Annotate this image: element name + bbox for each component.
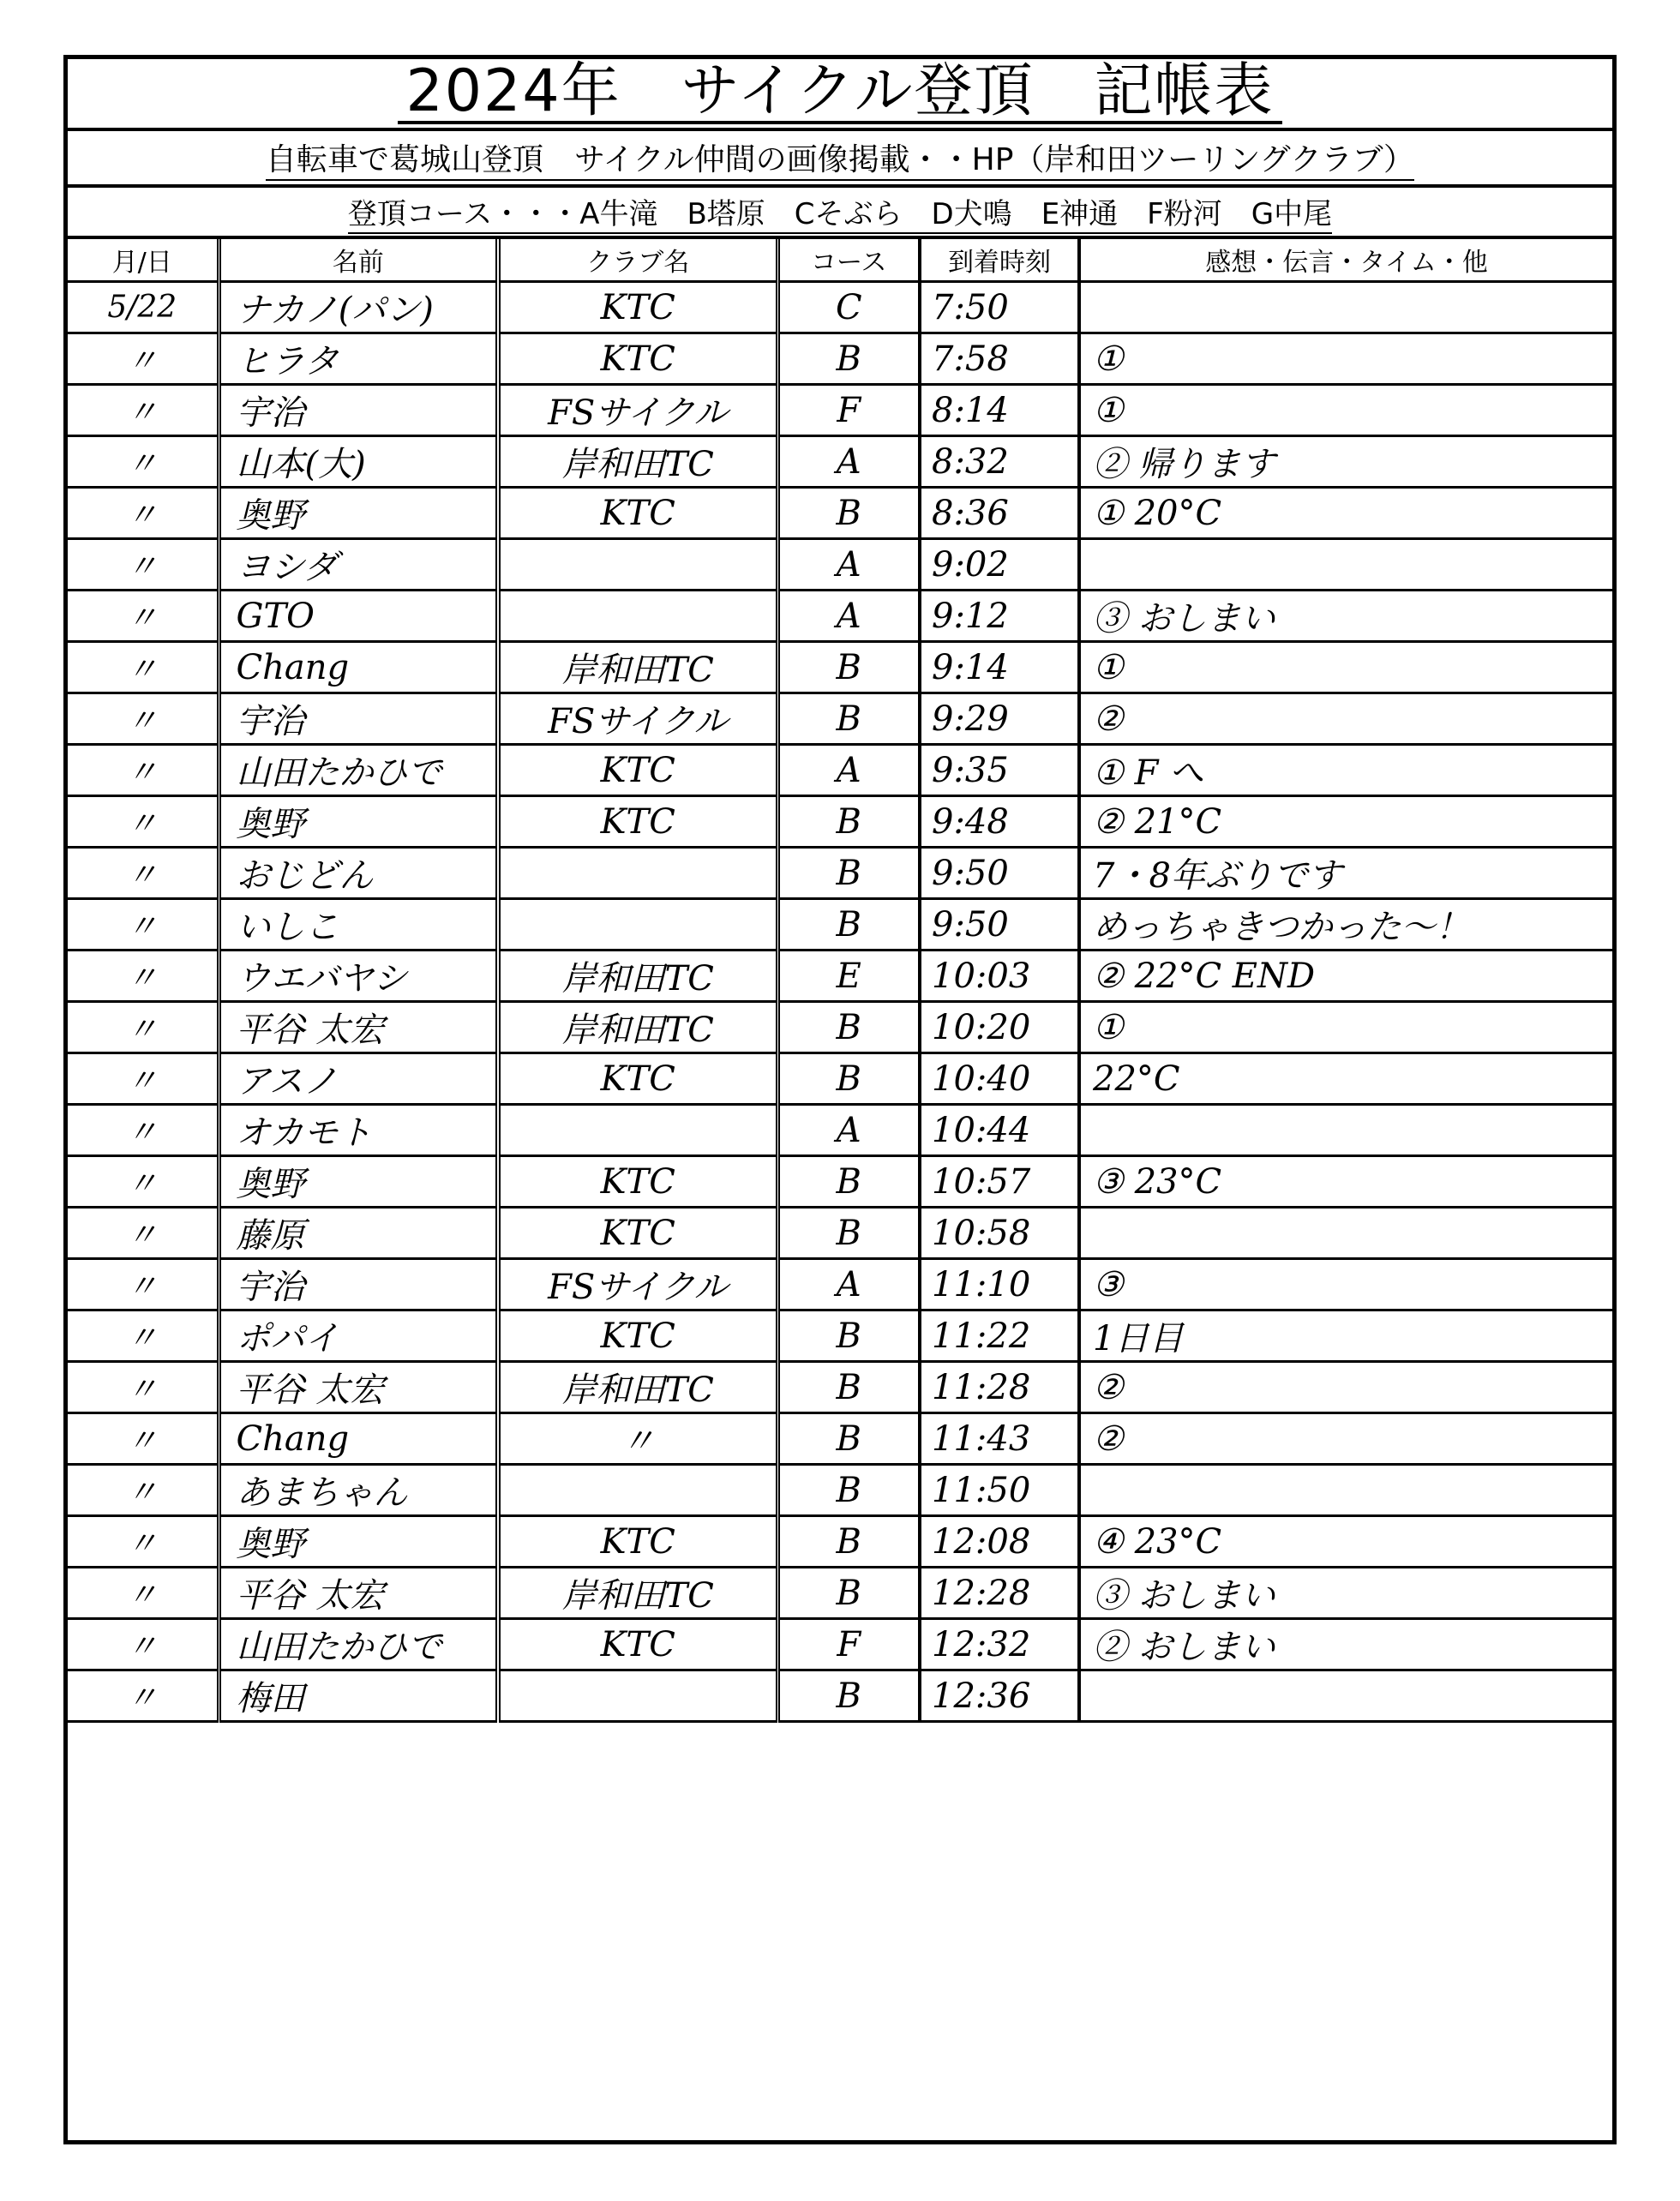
table-row (68, 282, 1612, 333)
table-row (68, 1156, 1612, 1208)
cell-name: 山田たかひで (219, 745, 498, 796)
cell-time: 10:44 (920, 1105, 1079, 1156)
cell-course: E (777, 951, 920, 1002)
cell-course: B (777, 1516, 920, 1568)
cell-course: B (777, 1156, 920, 1208)
cell-club: KTC (498, 1053, 777, 1105)
table-row (68, 1568, 1612, 1619)
cell-course: B (777, 1568, 920, 1619)
cell-time: 12:32 (920, 1619, 1079, 1670)
cell-course: B (777, 1310, 920, 1362)
cell-time: 10:20 (920, 1002, 1079, 1053)
cell-date: 〃 (68, 1053, 219, 1105)
cell-club (498, 539, 777, 591)
cell-club: KTC (498, 745, 777, 796)
cell-course: C (777, 282, 920, 333)
table-row (68, 591, 1612, 642)
cell-time: 8:14 (920, 385, 1079, 436)
cell-course: A (777, 591, 920, 642)
cell-time: 10:58 (920, 1208, 1079, 1259)
cell-time: 9:48 (920, 796, 1079, 848)
cell-club (498, 1465, 777, 1516)
cell-date: 〃 (68, 591, 219, 642)
cell-club: 岸和田TC (498, 1362, 777, 1413)
cell-course: B (777, 1208, 920, 1259)
table-row (68, 1208, 1612, 1259)
log-rows (68, 282, 1612, 1722)
cell-course: B (777, 1002, 920, 1053)
table-row (68, 642, 1612, 693)
table-row (68, 1619, 1612, 1670)
cell-date: 〃 (68, 848, 219, 899)
log-table (68, 239, 1612, 1723)
table-row (68, 333, 1612, 385)
cell-date: 〃 (68, 488, 219, 539)
table-row (68, 1413, 1612, 1465)
header-time: 到着時刻 (920, 239, 1079, 282)
header-name: 名前 (219, 239, 498, 282)
cell-club: 岸和田TC (498, 642, 777, 693)
cell-name: ポパイ (219, 1310, 498, 1362)
cell-note: 7・8年ぶりです (1079, 848, 1612, 899)
cell-note: ② 22°C END (1079, 951, 1612, 1002)
cell-time: 9:50 (920, 848, 1079, 899)
header-row (68, 239, 1612, 282)
cell-date: 〃 (68, 1310, 219, 1362)
cell-time: 11:28 (920, 1362, 1079, 1413)
table-row (68, 436, 1612, 488)
cell-date: 〃 (68, 693, 219, 745)
cell-note: ① (1079, 385, 1612, 436)
cell-club: FSサイクル (498, 693, 777, 745)
cell-course: A (777, 539, 920, 591)
cell-name: あまちゃん (219, 1465, 498, 1516)
cell-club: KTC (498, 796, 777, 848)
cell-name: 奥野 (219, 796, 498, 848)
cell-date: 〃 (68, 1002, 219, 1053)
table-row (68, 539, 1612, 591)
cell-course: A (777, 745, 920, 796)
cell-note: ④ 23°C (1079, 1516, 1612, 1568)
table-row (68, 1310, 1612, 1362)
cell-time: 9:12 (920, 591, 1079, 642)
cell-name: オカモト (219, 1105, 498, 1156)
cell-course: B (777, 1413, 920, 1465)
cell-name: 藤原 (219, 1208, 498, 1259)
table-row (68, 1670, 1612, 1722)
cell-club: KTC (498, 333, 777, 385)
cell-date: 〃 (68, 642, 219, 693)
cell-date: 〃 (68, 1670, 219, 1722)
table-row (68, 1465, 1612, 1516)
cell-club (498, 1670, 777, 1722)
cell-date: 〃 (68, 1568, 219, 1619)
table-row (68, 1362, 1612, 1413)
cell-note: ② 21°C (1079, 796, 1612, 848)
cell-date: 〃 (68, 333, 219, 385)
table-row (68, 488, 1612, 539)
cell-note (1079, 1465, 1612, 1516)
cell-club: 岸和田TC (498, 1002, 777, 1053)
cell-name: Chang (219, 642, 498, 693)
course-legend-text: 登頂コース・・・A牛滝 B塔原 Cそぶら D犬鳴 E神通 F粉河 G中尾 (348, 190, 1332, 234)
cell-note: ③ おしまい (1079, 1568, 1612, 1619)
cell-course: F (777, 385, 920, 436)
cell-date: 〃 (68, 1413, 219, 1465)
cell-name: 山田たかひで (219, 1619, 498, 1670)
cell-course: B (777, 899, 920, 951)
cell-time: 9:02 (920, 539, 1079, 591)
cell-course: B (777, 1670, 920, 1722)
table-row (68, 951, 1612, 1002)
cell-note: 1日目 (1079, 1310, 1612, 1362)
cell-course: B (777, 796, 920, 848)
cell-time: 7:50 (920, 282, 1079, 333)
sheet-title-text: 2024年 サイクル登頂 記帳表 (398, 63, 1283, 124)
cell-note: ① (1079, 1002, 1612, 1053)
table-row (68, 1002, 1612, 1053)
cell-club: KTC (498, 488, 777, 539)
table-row (68, 796, 1612, 848)
cell-name: 平谷 太宏 (219, 1362, 498, 1413)
cell-note (1079, 1208, 1612, 1259)
cell-note: ② (1079, 1413, 1612, 1465)
cell-note: ② (1079, 693, 1612, 745)
cell-time: 12:28 (920, 1568, 1079, 1619)
cell-note: ③ おしまい (1079, 591, 1612, 642)
cell-date: 〃 (68, 539, 219, 591)
cell-time: 11:10 (920, 1259, 1079, 1310)
table-row (68, 1259, 1612, 1310)
cell-date: 〃 (68, 1362, 219, 1413)
cell-time: 10:40 (920, 1053, 1079, 1105)
cell-note: ② 帰ります (1079, 436, 1612, 488)
cell-course: A (777, 1105, 920, 1156)
table-row (68, 1516, 1612, 1568)
cell-note (1079, 1105, 1612, 1156)
cell-note: ③ (1079, 1259, 1612, 1310)
cell-time: 9:35 (920, 745, 1079, 796)
cell-club: KTC (498, 1619, 777, 1670)
cell-club (498, 899, 777, 951)
cell-name: おじどん (219, 848, 498, 899)
cell-time: 10:03 (920, 951, 1079, 1002)
cell-time: 11:22 (920, 1310, 1079, 1362)
cell-time: 10:57 (920, 1156, 1079, 1208)
cell-note (1079, 539, 1612, 591)
cell-note: めっちゃきつかった〜！ (1079, 899, 1612, 951)
cell-club: KTC (498, 282, 777, 333)
cell-note (1079, 282, 1612, 333)
table-row (68, 848, 1612, 899)
cell-date: 〃 (68, 385, 219, 436)
cell-note: ② (1079, 1362, 1612, 1413)
cell-club: KTC (498, 1516, 777, 1568)
cell-date: 〃 (68, 1259, 219, 1310)
cell-time: 11:50 (920, 1465, 1079, 1516)
cell-course: B (777, 1465, 920, 1516)
cell-name: アスノ (219, 1053, 498, 1105)
cell-note (1079, 1670, 1612, 1722)
cell-name: 宇治 (219, 1259, 498, 1310)
cell-name: 宇治 (219, 693, 498, 745)
cell-course: B (777, 1362, 920, 1413)
cell-date: 〃 (68, 1156, 219, 1208)
cell-name: 平谷 太宏 (219, 1568, 498, 1619)
cell-date: 5/22 (68, 282, 219, 333)
sheet-title (68, 59, 1612, 131)
cell-course: B (777, 848, 920, 899)
cell-note: ① (1079, 642, 1612, 693)
cell-club (498, 591, 777, 642)
cell-date: 〃 (68, 745, 219, 796)
cell-note: ③ 23°C (1079, 1156, 1612, 1208)
cell-date: 〃 (68, 436, 219, 488)
cell-club: 岸和田TC (498, 951, 777, 1002)
table-row (68, 745, 1612, 796)
cell-course: B (777, 333, 920, 385)
cell-club: KTC (498, 1208, 777, 1259)
cell-name: 平谷 太宏 (219, 1002, 498, 1053)
cell-note: ② おしまい (1079, 1619, 1612, 1670)
cell-date: 〃 (68, 899, 219, 951)
cell-time: 9:14 (920, 642, 1079, 693)
cell-club: 〃 (498, 1413, 777, 1465)
cell-course: B (777, 1053, 920, 1105)
table-row (68, 1053, 1612, 1105)
cell-club (498, 1105, 777, 1156)
cell-date: 〃 (68, 1619, 219, 1670)
sheet-subtitle-text: 自転車で葛城山登頂 サイクル仲間の画像掲載・・HP（岸和田ツーリングクラブ） (266, 135, 1414, 181)
cell-date: 〃 (68, 1208, 219, 1259)
log-sheet (63, 55, 1617, 2144)
cell-club: KTC (498, 1156, 777, 1208)
cell-date: 〃 (68, 1105, 219, 1156)
cell-club: FSサイクル (498, 1259, 777, 1310)
cell-course: A (777, 436, 920, 488)
cell-course: A (777, 1259, 920, 1310)
cell-name: GTO (219, 591, 498, 642)
table-row (68, 1105, 1612, 1156)
cell-time: 9:29 (920, 693, 1079, 745)
cell-course: B (777, 642, 920, 693)
cell-time: 7:58 (920, 333, 1079, 385)
sheet-subtitle (68, 131, 1612, 188)
cell-name: 奥野 (219, 1156, 498, 1208)
cell-time: 8:36 (920, 488, 1079, 539)
cell-time: 12:36 (920, 1670, 1079, 1722)
cell-name: 宇治 (219, 385, 498, 436)
table-row (68, 899, 1612, 951)
cell-date: 〃 (68, 1465, 219, 1516)
cell-name: Chang (219, 1413, 498, 1465)
cell-note: ① F へ (1079, 745, 1612, 796)
header-note: 感想・伝言・タイム・他 (1079, 239, 1612, 282)
cell-date: 〃 (68, 951, 219, 1002)
cell-time: 12:08 (920, 1516, 1079, 1568)
cell-course: B (777, 693, 920, 745)
header-date: 月/日 (68, 239, 219, 282)
cell-name: ナカノ(パン) (219, 282, 498, 333)
cell-club (498, 848, 777, 899)
cell-time: 8:32 (920, 436, 1079, 488)
header-club: クラブ名 (498, 239, 777, 282)
table-row (68, 385, 1612, 436)
cell-club: 岸和田TC (498, 1568, 777, 1619)
cell-course: F (777, 1619, 920, 1670)
cell-club: 岸和田TC (498, 436, 777, 488)
cell-note: ① (1079, 333, 1612, 385)
table-row (68, 693, 1612, 745)
cell-name: 山本(大) (219, 436, 498, 488)
cell-note: 22°C (1079, 1053, 1612, 1105)
cell-club: KTC (498, 1310, 777, 1362)
cell-course: B (777, 488, 920, 539)
cell-name: 奥野 (219, 488, 498, 539)
cell-date: 〃 (68, 1516, 219, 1568)
cell-time: 11:43 (920, 1413, 1079, 1465)
cell-name: 梅田 (219, 1670, 498, 1722)
cell-name: いしこ (219, 899, 498, 951)
cell-name: ヨシダ (219, 539, 498, 591)
cell-time: 9:50 (920, 899, 1079, 951)
cell-club: FSサイクル (498, 385, 777, 436)
course-legend (68, 188, 1612, 239)
cell-name: 奥野 (219, 1516, 498, 1568)
cell-name: ウエバヤシ (219, 951, 498, 1002)
cell-name: ヒラタ (219, 333, 498, 385)
header-course: コース (777, 239, 920, 282)
cell-date: 〃 (68, 796, 219, 848)
cell-note: ① 20°C (1079, 488, 1612, 539)
